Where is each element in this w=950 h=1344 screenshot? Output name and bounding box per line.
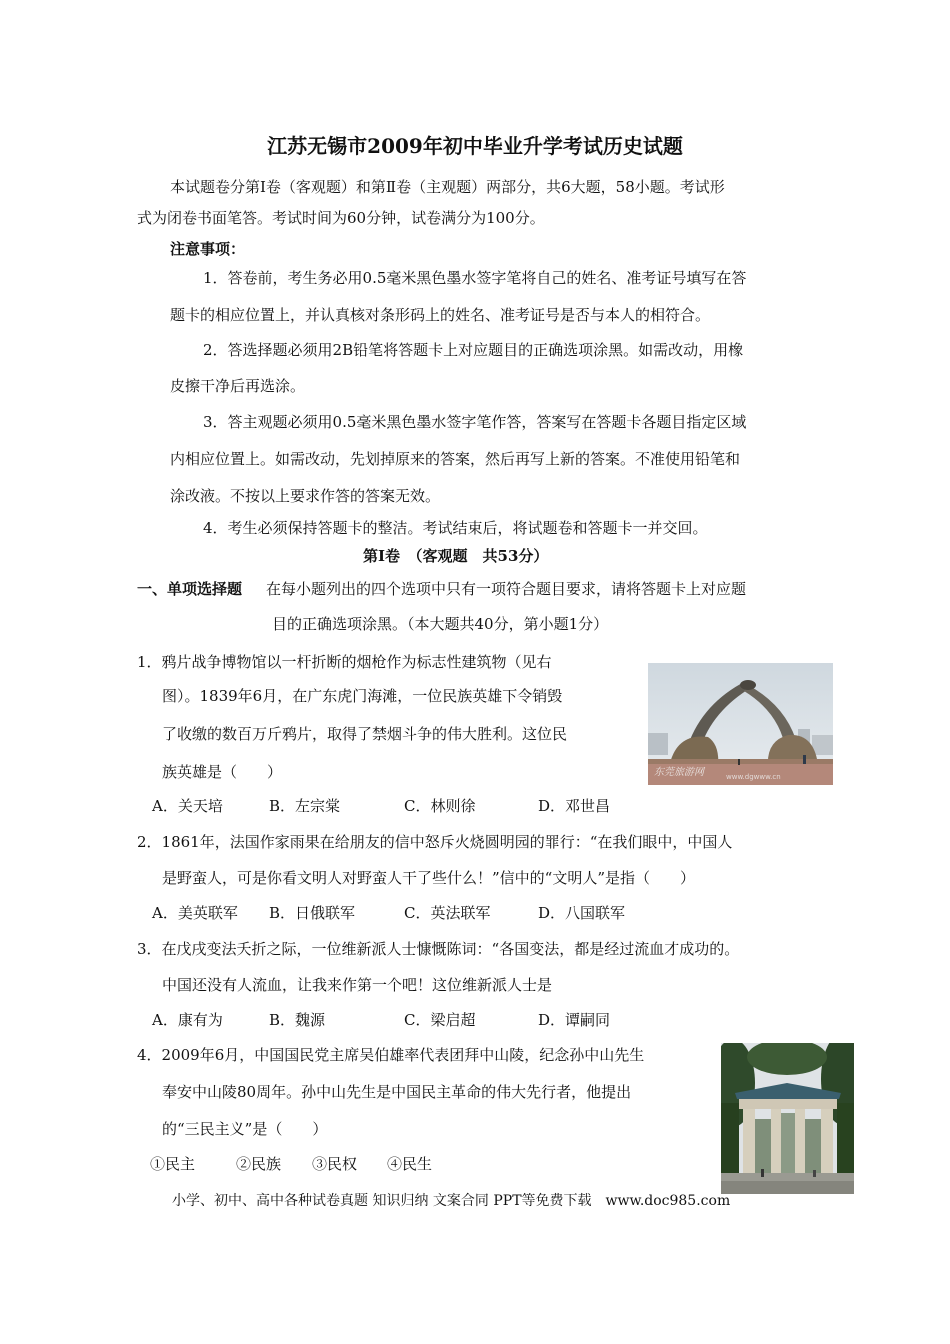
- intro-line-2: 式为闭卷书面笔答。考试时间为60分钟，试卷满分为100分。: [137, 209, 545, 227]
- note-line: 涂改液。不按以上要求作答的答案无效。: [170, 487, 441, 505]
- option-c[interactable]: C．林则徐: [404, 797, 476, 815]
- option-b[interactable]: B．日俄联军: [269, 904, 356, 922]
- section1-desc: 目的正确选项涂黑。（本大题共40分，第小题1分）: [272, 615, 609, 633]
- question-1-options: [152, 796, 610, 816]
- question-4-options: [150, 1154, 432, 1174]
- option-3[interactable]: ③民权: [312, 1155, 358, 1173]
- photo-watermark: 东莞旅游网: [654, 767, 704, 778]
- question-1-line: 了收缴的数百万斤鸦片，取得了禁烟斗争的伟大胜利。这位民: [162, 725, 568, 743]
- part1-heading: 第Ⅰ卷 （客观题 共53分）: [363, 547, 549, 565]
- question-3-options: [152, 1010, 610, 1030]
- option-a[interactable]: A．美英联军: [152, 904, 238, 922]
- option-1[interactable]: ①民主: [150, 1155, 196, 1173]
- question-4-line: 的“三民主义”是（ ）: [162, 1120, 328, 1138]
- note-line: 4．考生必须保持答题卡的整洁。考试结束后，将试题卷和答题卡一并交回。: [203, 519, 708, 537]
- sun-yat-sen-mausoleum-archway-photo: [721, 1043, 854, 1194]
- intro-line-1: 本试题卷分第Ⅰ卷（客观题）和第Ⅱ卷（主观题）两部分，共6大题，58小题。考试形: [170, 178, 725, 196]
- option-4[interactable]: ④民生: [387, 1155, 433, 1173]
- option-a[interactable]: A．关天培: [152, 797, 223, 815]
- question-1-line: 图）。1839年6月，在广东虎门海滩，一位民族英雄下令销毁: [162, 687, 563, 705]
- footer-advert: 小学、初中、高中各种试卷真题 知识归纳 文案合同 PPT等免费下载 www.doc985.com: [172, 1193, 731, 1209]
- question-3-line: 3．在戊戌变法夭折之际，一位维新派人士慷慨陈词：“各国变法，都是经过流血才成功的。: [137, 940, 740, 958]
- question-2-line: 是野蛮人，可是你看文明人对野蛮人干了些什么！”信中的“文明人”是指（ ）: [162, 869, 696, 887]
- note-line: 3．答主观题必须用0.5毫米黑色墨水签字笔作答，答案写在答题卡各题目指定区域: [203, 413, 747, 431]
- note-line: 题卡的相应位置上，并认真核对条形码上的姓名、准考证号是否与本人的相符合。: [170, 306, 711, 324]
- question-3-line: 中国还没有人流血，让我来作第一个吧！这位维新派人士是: [162, 976, 553, 994]
- option-2[interactable]: ②民族: [236, 1155, 282, 1173]
- broken-opium-pipe-monument-photo: [648, 663, 833, 785]
- note-line: 皮擦干净后再选涂。: [170, 377, 306, 395]
- option-b[interactable]: B．左宗棠: [269, 797, 341, 815]
- page-title: 江苏无锡市2009年初中毕业升学考试历史试题: [267, 134, 683, 158]
- note-line: 内相应位置上。如需改动，先划掉原来的答案，然后再写上新的答案。不准使用铅笔和: [170, 450, 741, 468]
- option-d[interactable]: D．邓世昌: [538, 797, 611, 815]
- option-b[interactable]: B．魏源: [269, 1011, 326, 1029]
- option-d[interactable]: D．谭嗣同: [538, 1011, 611, 1029]
- section1-label: 一、单项选择题: [137, 580, 243, 598]
- question-2-line: 2．1861年，法国作家雨果在给朋友的信中怒斥火烧圆明园的罪行：“在我们眼中，中国人: [137, 833, 733, 851]
- notes-heading: 注意事项：: [170, 240, 246, 258]
- question-1-line: 1．鸦片战争博物馆以一杆折断的烟枪作为标志性建筑物（见右: [137, 653, 552, 671]
- note-line: 1．答卷前，考生务必用0.5毫米黑色墨水签字笔将自己的姓名、准考证号填写在答: [203, 269, 747, 287]
- option-d[interactable]: D．八国联军: [538, 904, 626, 922]
- question-2-options: [152, 903, 625, 923]
- question-1-line: 族英雄是（ ）: [162, 763, 283, 781]
- option-c[interactable]: C．英法联军: [404, 904, 491, 922]
- question-4-line: 4．2009年6月，中国国民党主席吴伯雄率代表团拜中山陵，纪念孙中山先生: [137, 1046, 645, 1064]
- photo-watermark-url: www.dgwww.cn: [726, 773, 781, 781]
- option-c[interactable]: C．梁启超: [404, 1011, 476, 1029]
- note-line: 2．答选择题必须用2B铅笔将答题卡上对应题目的正确选项涂黑。如需改动，用橡: [203, 341, 744, 359]
- section1-desc: 在每小题列出的四个选项中只有一项符合题目要求，请将答题卡上对应题: [266, 580, 747, 598]
- option-a[interactable]: A．康有为: [152, 1011, 223, 1029]
- question-4-line: 奉安中山陵80周年。孙中山先生是中国民主革命的伟大先行者，他提出: [162, 1083, 632, 1101]
